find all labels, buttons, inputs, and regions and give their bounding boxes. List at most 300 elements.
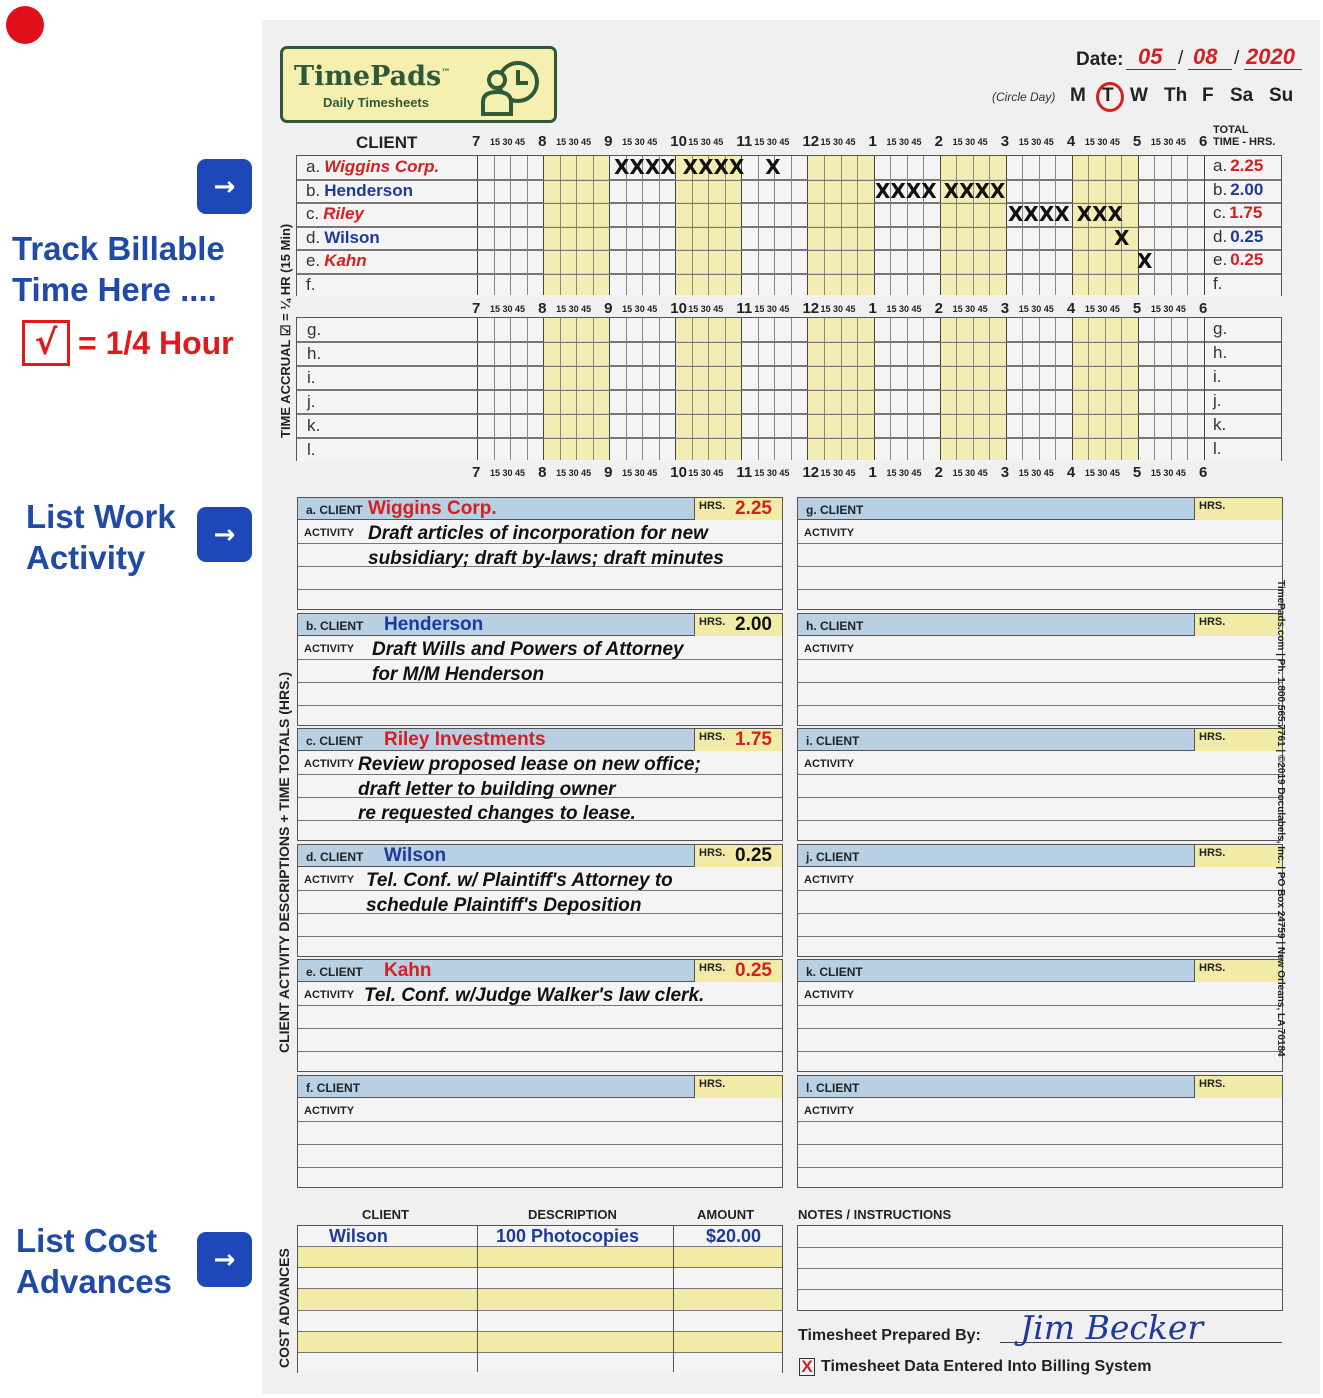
rule-line: [298, 1121, 782, 1122]
client-word: CLIENT: [316, 1081, 361, 1095]
mid-quarter-label: 15 30 45: [1018, 304, 1054, 314]
client-row-c[interactable]: [306, 204, 364, 224]
mid-quarter-label: 15 30 45: [490, 304, 526, 314]
hrs-field[interactable]: [694, 614, 782, 636]
low-hour-1: 1: [868, 464, 877, 481]
arrow-icon[interactable]: →: [197, 159, 252, 214]
signature: Jim Becker: [1020, 1308, 1204, 1347]
hrs-field[interactable]: [1194, 960, 1282, 982]
client-word: CLIENT: [319, 965, 363, 979]
activity-label: ACTIVITY: [804, 874, 855, 886]
mid-quarter-label: 15 30 45: [622, 304, 658, 314]
activity-label: ACTIVITY: [304, 1105, 355, 1117]
client-label: [306, 1081, 360, 1095]
rule-line: [298, 936, 782, 937]
client-word: CLIENT: [820, 503, 864, 517]
row-total-l: l.: [1213, 439, 1222, 458]
client-letter: a.: [306, 503, 317, 517]
cost-description[interactable]: 100 Photocopies: [496, 1226, 640, 1246]
top-hline: [297, 227, 1281, 228]
rule-line: [798, 1144, 1282, 1145]
mid-hour-6: 6: [1199, 300, 1208, 317]
cost-amount[interactable]: $20.00: [706, 1226, 762, 1246]
rule-line: [798, 936, 1282, 937]
top-hour-11: 11: [736, 133, 753, 150]
rule-line: [798, 589, 1282, 590]
low-hour-4: 4: [1066, 464, 1076, 481]
rule-line: [798, 543, 1282, 544]
callout-track: Track Billable Time Here ....: [12, 230, 225, 308]
low-quarter-label: 15 30 45: [688, 468, 724, 478]
client-row-l[interactable]: l.: [307, 440, 316, 459]
row-letter: f.: [306, 274, 316, 294]
top-hour-7: 7: [472, 133, 481, 150]
client-label: [806, 850, 859, 864]
day-th[interactable]: Th: [1164, 85, 1188, 106]
hrs-field[interactable]: [694, 729, 782, 751]
low-hour-6: 6: [1199, 464, 1208, 481]
client-label: [306, 619, 363, 633]
rule-line: [298, 589, 782, 590]
hrs-field[interactable]: [1194, 498, 1282, 520]
hrs-field[interactable]: [1194, 845, 1282, 867]
client-letter: b.: [306, 619, 317, 633]
mid-quarter-label: 15 30 45: [1150, 304, 1186, 314]
low-quarter-label: 15 30 45: [1084, 468, 1120, 478]
cost-col-divider: [477, 1226, 478, 1372]
client-label: [806, 734, 859, 748]
rule-line: [798, 797, 1282, 798]
total-letter: f.: [1213, 273, 1223, 293]
client-letter: k.: [806, 965, 817, 979]
activity-client-name[interactable]: Wilson: [384, 845, 447, 866]
notes-box[interactable]: [797, 1225, 1283, 1311]
client-label: [806, 1081, 859, 1095]
top-hour-12: 12: [802, 133, 820, 150]
mid-quarter-label: 15 30 45: [886, 304, 922, 314]
activity-client-name[interactable]: Henderson: [384, 614, 484, 635]
low-hour-10: 10: [670, 464, 687, 481]
activity-text[interactable]: Draft articles of incorporation for new: [368, 523, 708, 544]
rule-line: [298, 1167, 782, 1168]
day-f[interactable]: F: [1202, 85, 1214, 106]
activity-label: ACTIVITY: [804, 527, 855, 539]
client-label: [306, 965, 363, 979]
rule-line: [798, 705, 1282, 706]
hrs-field[interactable]: [694, 498, 782, 520]
date-year[interactable]: 2020: [1246, 44, 1295, 69]
rule-line: [798, 1167, 1282, 1168]
client-letter: j.: [806, 850, 813, 864]
total-value: 2.00: [1230, 179, 1264, 199]
activity-text[interactable]: subsidiary; draft by-laws; draft minutes: [368, 547, 724, 569]
top-quarter-label: 15 30 45: [952, 137, 988, 147]
hrs-label: HRS.: [699, 500, 726, 512]
top-hline: [297, 274, 1281, 275]
day-w[interactable]: W: [1130, 85, 1148, 106]
day-t[interactable]: T: [1102, 85, 1114, 106]
client-row-i[interactable]: i.: [307, 368, 316, 387]
row-total-f: [1213, 274, 1225, 294]
rule-line: [798, 659, 1282, 660]
person-clock-icon: [480, 58, 544, 116]
hrs-label: HRS.: [1199, 616, 1226, 628]
hrs-label: HRS.: [1199, 500, 1226, 512]
top-hour-3: 3: [1000, 133, 1010, 150]
client-label: [806, 619, 863, 633]
activity-text[interactable]: schedule Plaintiff's Deposition: [366, 894, 642, 916]
row-letter: d.: [306, 227, 321, 247]
total-letter: e.: [1213, 250, 1228, 269]
client-letter: c.: [306, 734, 317, 748]
activity-box-right-3[interactable]: [797, 844, 1283, 957]
activity-label: ACTIVITY: [304, 989, 355, 1001]
mid-hour-11: 11: [736, 300, 753, 317]
low-hour-8: 8: [538, 464, 547, 481]
row-total-h: h.: [1213, 343, 1228, 362]
top-hour-10: 10: [670, 133, 687, 150]
low-hour-9: 9: [604, 464, 613, 481]
hrs-field[interactable]: [694, 845, 782, 867]
hrs-value: 0.25: [735, 845, 772, 866]
client-letter: l.: [806, 1081, 813, 1095]
low-quarter-label: 15 30 45: [556, 468, 592, 478]
low-quarter-label: 15 30 45: [886, 468, 922, 478]
activity-box-left-5[interactable]: [297, 1075, 783, 1188]
mid-quarter-label: 15 30 45: [556, 304, 592, 314]
activity-label: ACTIVITY: [804, 758, 855, 770]
time-marks-a[interactable]: XXXX XXXX X: [614, 155, 781, 179]
activity-box-left-0[interactable]: [297, 497, 783, 610]
hrs-label: HRS.: [699, 616, 726, 628]
mid-hour-3: 3: [1000, 300, 1010, 317]
top-hour-1: 1: [868, 133, 877, 150]
top-hline: [297, 250, 1281, 251]
top-quarter-label: 15 30 45: [1018, 137, 1054, 147]
total-value: 0.25: [1230, 250, 1264, 269]
client-letter: h.: [806, 619, 817, 633]
day-su[interactable]: Su: [1269, 85, 1294, 106]
top-hour-5: 5: [1132, 133, 1142, 150]
mid-hour-8: 8: [538, 300, 547, 317]
activity-text[interactable]: Tel. Conf. w/Judge Walker's law clerk.: [364, 985, 705, 1006]
total-letter: c.: [1213, 203, 1227, 222]
rule-line: [298, 1144, 782, 1145]
mid-hour-4: 4: [1066, 300, 1076, 317]
row-client-name: Kahn: [324, 251, 367, 270]
billing-entered-checkbox[interactable]: X Timesheet Data Entered Into Billing System: [799, 1358, 1151, 1376]
client-letter: d.: [306, 850, 317, 864]
hrs-label: HRS.: [1199, 1078, 1226, 1090]
client-row-d[interactable]: [306, 228, 380, 248]
activity-box-left-4[interactable]: [297, 959, 783, 1072]
mid-quarter-label: 15 30 45: [1084, 304, 1120, 314]
rule-line: [798, 890, 1282, 891]
cost-row[interactable]: [298, 1268, 782, 1289]
activity-label: ACTIVITY: [804, 989, 855, 1001]
activity-client-name[interactable]: Riley Investments: [384, 729, 546, 750]
activity-client-name[interactable]: Wiggins Corp.: [368, 498, 497, 519]
low-quarter-label: 15 30 45: [1018, 468, 1054, 478]
client-row-j[interactable]: j.: [307, 392, 316, 411]
total-value: 0.25: [1230, 226, 1264, 246]
row-letter: b.: [306, 180, 321, 200]
top-quarter-label: 15 30 45: [754, 137, 790, 147]
low-hour-2: 2: [934, 464, 943, 481]
activity-label: ACTIVITY: [804, 1105, 855, 1117]
callout-cost: List Cost Advances: [16, 1222, 172, 1300]
low-quarter-label: 15 30 45: [754, 468, 790, 478]
low-hour-5: 5: [1132, 464, 1142, 481]
row-letter: a.: [306, 157, 321, 176]
activity-label: ACTIVITY: [304, 643, 355, 655]
total-letter: b.: [1213, 179, 1228, 199]
activity-box-right-0[interactable]: [797, 497, 1283, 610]
row-total-j: j.: [1213, 391, 1222, 410]
callout-work: List Work Activity: [26, 498, 176, 576]
top-hour-8: 8: [538, 133, 547, 150]
client-label: [306, 734, 363, 748]
mid-hour-12: 12: [802, 300, 820, 317]
hrs-label: HRS.: [699, 731, 726, 743]
client-word: CLIENT: [319, 734, 363, 748]
mid-quarter-label: 15 30 45: [820, 304, 856, 314]
time-marks-b[interactable]: XXXX XXXX: [875, 178, 1006, 203]
rule-line: [798, 820, 1282, 821]
activity-text[interactable]: draft letter to building owner: [358, 778, 616, 800]
time-marks-e[interactable]: X: [1137, 249, 1153, 273]
client-word: CLIENT: [816, 734, 860, 748]
activity-label: ACTIVITY: [304, 874, 355, 886]
activity-text[interactable]: Review proposed lease on new office;: [358, 754, 701, 775]
top-quarter-label: 15 30 45: [1084, 137, 1120, 147]
hrs-label: HRS.: [699, 1078, 726, 1090]
mid-quarter-label: 15 30 45: [754, 304, 790, 314]
rule-line: [798, 1005, 1282, 1006]
cost-row[interactable]: [298, 1311, 782, 1332]
checkbox-icon: √: [22, 320, 70, 366]
rule-line: [798, 566, 1282, 567]
client-letter: f.: [306, 1081, 314, 1095]
client-word: CLIENT: [816, 1081, 860, 1095]
cost-col-divider: [673, 1226, 674, 1372]
top-hline: [297, 203, 1281, 204]
quarter-hour-legend: √ = 1/4 Hour: [22, 320, 234, 366]
top-hline: [297, 180, 1281, 181]
mid-hour-10: 10: [670, 300, 687, 317]
mid-quarter-label: 15 30 45: [952, 304, 988, 314]
client-letter: g.: [806, 503, 817, 517]
top-quarter-label: 15 30 45: [886, 137, 922, 147]
client-word: CLIENT: [816, 850, 860, 864]
client-letter: e.: [306, 965, 317, 979]
top-quarter-label: 15 30 45: [688, 137, 724, 147]
rule-line: [798, 682, 1282, 683]
arrow-icon[interactable]: →: [197, 507, 252, 562]
low-quarter-label: 15 30 45: [820, 468, 856, 478]
client-row-h[interactable]: h.: [307, 344, 322, 363]
activity-text[interactable]: re requested changes to lease.: [358, 803, 636, 824]
client-label: [306, 850, 363, 864]
activity-box-right-5[interactable]: [797, 1075, 1283, 1188]
hrs-label: HRS.: [699, 962, 726, 974]
hrs-value: 2.25: [735, 498, 772, 519]
row-total-e: [1213, 250, 1263, 270]
top-quarter-label: 15 30 45: [556, 137, 592, 147]
rule-line: [298, 705, 782, 706]
cost-client[interactable]: Wilson: [329, 1226, 388, 1246]
arrow-icon[interactable]: →: [197, 1232, 252, 1287]
rule-line: [298, 1051, 782, 1052]
activity-text[interactable]: Tel. Conf. w/ Plaintiff's Attorney to: [366, 870, 673, 891]
row-total-g: g.: [1213, 319, 1228, 338]
low-quarter-label: 15 30 45: [490, 468, 526, 478]
totals-divider: [1204, 156, 1205, 295]
hrs-field[interactable]: [1194, 1076, 1282, 1098]
client-row-b[interactable]: [306, 181, 413, 201]
totals-divider: [1204, 318, 1205, 460]
activity-box-left-2[interactable]: [297, 728, 783, 841]
hrs-label: HRS.: [1199, 731, 1226, 743]
time-marks-d[interactable]: X: [1114, 225, 1130, 250]
low-hour-12: 12: [802, 464, 820, 481]
bottom-hline: [297, 414, 1281, 415]
client-row-a[interactable]: [306, 157, 439, 177]
client-word: CLIENT: [320, 619, 364, 633]
low-quarter-label: 15 30 45: [952, 468, 988, 478]
rule-line: [798, 1028, 1282, 1029]
bottom-hline: [297, 390, 1281, 391]
red-dot: [6, 6, 44, 44]
client-row-f[interactable]: [306, 275, 319, 295]
day-sa[interactable]: Sa: [1230, 85, 1254, 106]
cost-row[interactable]: [298, 1289, 782, 1310]
mid-hour-7: 7: [472, 300, 481, 317]
rule-line: [298, 1028, 782, 1029]
activity-box-right-1[interactable]: [797, 613, 1283, 726]
cost-advances-table: [297, 1225, 783, 1373]
cost-row[interactable]: [298, 1332, 782, 1353]
row-total-b: [1213, 180, 1263, 200]
row-client-name: Riley: [323, 204, 364, 223]
low-hour-11: 11: [736, 464, 753, 481]
rule-line: [798, 913, 1282, 914]
client-letter: i.: [806, 734, 813, 748]
client-row-k[interactable]: k.: [307, 416, 321, 435]
bottom-grid: [296, 317, 1282, 461]
mid-hour-2: 2: [934, 300, 943, 317]
hrs-value: 1.75: [735, 729, 772, 750]
activity-text[interactable]: Draft Wills and Powers of Attorney: [372, 639, 684, 660]
activity-box-left-1[interactable]: [297, 613, 783, 726]
row-total-a: [1213, 156, 1263, 176]
top-quarter-label: 15 30 45: [1150, 137, 1186, 147]
client-word: CLIENT: [820, 619, 864, 633]
total-value: 2.25: [1230, 156, 1264, 175]
rule-line: [798, 1121, 1282, 1122]
client-label: [806, 965, 863, 979]
top-hour-6: 6: [1199, 133, 1208, 150]
timepads-logo: TimePads™ Daily Timesheets: [280, 46, 557, 123]
low-quarter-label: 15 30 45: [622, 468, 658, 478]
low-quarter-label: 15 30 45: [1150, 468, 1186, 478]
mid-hour-9: 9: [604, 300, 613, 317]
row-letter: e.: [306, 251, 321, 270]
rule-line: [798, 774, 1282, 775]
day-m[interactable]: M: [1070, 85, 1086, 106]
hrs-field[interactable]: [1194, 614, 1282, 636]
row-letter: c.: [306, 204, 320, 223]
bottom-hline: [297, 342, 1281, 343]
top-quarter-label: 15 30 45: [622, 137, 658, 147]
row-client-name: Wiggins Corp.: [324, 157, 440, 176]
hrs-label: HRS.: [1199, 962, 1226, 974]
row-client-name: Henderson: [324, 180, 413, 200]
activity-box-right-2[interactable]: [797, 728, 1283, 841]
activity-label: ACTIVITY: [304, 527, 355, 539]
client-label: [806, 503, 863, 517]
low-hour-3: 3: [1000, 464, 1010, 481]
date-month[interactable]: 05: [1138, 44, 1163, 69]
mid-hour-5: 5: [1132, 300, 1142, 317]
hrs-field[interactable]: [694, 1076, 782, 1098]
client-row-e[interactable]: [306, 251, 367, 271]
cost-row[interactable]: [298, 1353, 782, 1374]
row-total-i: i.: [1213, 367, 1222, 386]
activity-box-left-3[interactable]: [297, 844, 783, 957]
client-word: CLIENT: [320, 850, 364, 864]
hrs-value: 0.25: [735, 960, 772, 981]
mid-hour-1: 1: [868, 300, 877, 317]
row-total-d: [1213, 227, 1263, 247]
row-client-name: Wilson: [324, 227, 380, 247]
top-hour-2: 2: [934, 133, 943, 150]
hrs-value: 2.00: [735, 614, 772, 635]
date-day[interactable]: 08: [1193, 44, 1218, 69]
bottom-hline: [297, 366, 1281, 367]
bottom-hline: [297, 438, 1281, 439]
hrs-field[interactable]: [694, 960, 782, 982]
client-word: CLIENT: [819, 965, 863, 979]
top-quarter-label: 15 30 45: [490, 137, 526, 147]
top-quarter-label: 15 30 45: [820, 137, 856, 147]
top-grid: [296, 155, 1282, 296]
client-label: [306, 503, 363, 517]
activity-label: ACTIVITY: [304, 758, 355, 770]
low-hour-7: 7: [472, 464, 481, 481]
top-hour-4: 4: [1066, 133, 1076, 150]
client-row-g[interactable]: g.: [307, 320, 322, 339]
row-total-c: [1213, 203, 1262, 223]
cost-row[interactable]: [298, 1247, 782, 1268]
total-letter: a.: [1213, 156, 1228, 175]
activity-box-right-4[interactable]: [797, 959, 1283, 1072]
activity-text[interactable]: for M/M Henderson: [372, 663, 545, 685]
total-letter: d.: [1213, 226, 1228, 246]
hrs-label: HRS.: [699, 847, 726, 859]
activity-label: ACTIVITY: [804, 643, 855, 655]
client-word: CLIENT: [319, 503, 363, 517]
hrs-label: HRS.: [1199, 847, 1226, 859]
top-hour-9: 9: [604, 133, 613, 150]
activity-client-name[interactable]: Kahn: [384, 960, 432, 981]
hrs-field[interactable]: [1194, 729, 1282, 751]
total-value: 1.75: [1229, 203, 1263, 222]
mid-quarter-label: 15 30 45: [688, 304, 724, 314]
rule-line: [798, 1051, 1282, 1052]
time-marks-c[interactable]: XXXX XXX: [1008, 202, 1123, 226]
row-total-k: k.: [1213, 415, 1227, 434]
